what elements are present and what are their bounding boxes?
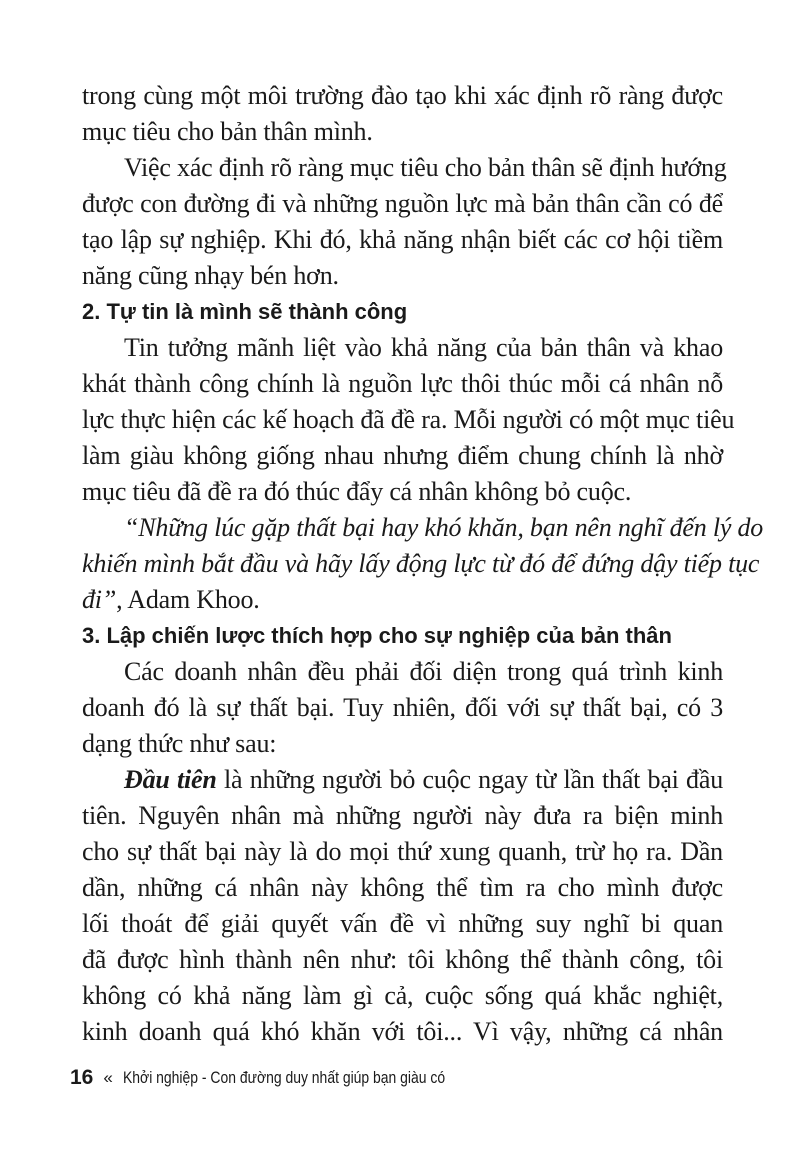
text-segment: đi” [82, 585, 117, 614]
section-heading [82, 618, 723, 654]
text-line [82, 870, 723, 906]
text-segment: , Adam Khoo. [116, 585, 260, 614]
text-line [82, 330, 723, 366]
text-segment: Đầu tiên [124, 765, 217, 794]
text-segment: doanh đó là sự thất bại. Tuy nhiên, đối với sự thất bại, có 3 [82, 693, 723, 722]
text-segment: Tin tưởng mãnh liệt vào khả năng của bản thân và khao [124, 333, 723, 362]
text-segment: trong cùng một môi trường đào tạo khi xác định rõ ràng được [82, 81, 723, 110]
text-segment: làm giàu không giống nhau nhưng điểm chung chính là nhờ [82, 441, 723, 470]
text-line [82, 186, 723, 222]
text-line [82, 258, 723, 294]
text-line [82, 438, 723, 474]
text-segment: kinh doanh quá khó khăn với tôi... Vì vậy, những cá nhân [82, 1017, 723, 1046]
text-segment: tiên. Nguyên nhân mà những người này đưa ra biện minh [82, 801, 723, 830]
text-line [82, 474, 723, 510]
text-line [82, 798, 723, 834]
text-segment: là những người bỏ cuộc ngay từ lần thất bại đầu [216, 765, 723, 794]
section-heading [82, 294, 723, 330]
text-line [82, 726, 723, 762]
text-line [82, 582, 723, 618]
text-line [82, 402, 735, 438]
text-segment: tạo lập sự nghiệp. Khi đó, khả năng nhận biết các cơ hội tiềm [82, 225, 723, 254]
text-segment: lực thực hiện các kế hoạch đã đề ra. Mỗi người có một mục tiêu [82, 405, 735, 434]
text-segment: dạng thức như sau: [82, 729, 277, 758]
text-segment: cho sự thất bại này là do mọi thứ xung quanh, trừ họ ra. Dần [82, 837, 723, 866]
text-line [82, 150, 727, 186]
text-segment: mục tiêu đã đề ra đó thúc đẩy cá nhân không bỏ cuộc. [82, 477, 632, 506]
text-segment: “Những lúc gặp thất bại hay khó khăn, bạn nên nghĩ đến lý do [124, 513, 764, 542]
text-line [82, 906, 723, 942]
text-line [82, 1014, 723, 1050]
page-body [82, 78, 764, 1050]
text-segment: không có khả năng làm gì cả, cuộc sống quá khắc nghiệt, [82, 981, 723, 1010]
text-line [82, 510, 764, 546]
text-segment: Việc xác định rõ ràng mục tiêu cho bản thân sẽ định hướng [124, 153, 727, 182]
double-chevron-left-icon: « [103, 1068, 113, 1087]
text-segment: 2. Tự tin là mình sẽ thành công [82, 299, 408, 324]
text-line [82, 834, 723, 870]
text-line [82, 762, 723, 798]
text-segment: mục tiêu cho bản thân mình. [82, 117, 373, 146]
text-line [82, 546, 760, 582]
text-segment: lối thoát để giải quyết vấn đề vì những suy nghĩ bi quan [82, 909, 723, 938]
text-segment: dần, những cá nhân này không thể tìm ra cho mình được [82, 873, 723, 902]
text-line [82, 690, 723, 726]
text-segment: đã được hình thành nên như: tôi không thể thành công, tôi [82, 945, 723, 974]
text-segment: năng cũng nhạy bén hơn. [82, 261, 339, 290]
text-segment: khát thành công chính là nguồn lực thôi thúc mỗi cá nhân nỗ [82, 369, 723, 398]
text-segment: được con đường đi và những nguồn lực mà bản thân cần có để [82, 189, 723, 218]
text-segment: 3. Lập chiến lược thích hợp cho sự nghiệp của bản thân [82, 623, 672, 648]
text-line [82, 942, 723, 978]
text-segment: khiến mình bắt đầu và hãy lấy động lực từ đó để đứng dậy tiếp tục [82, 549, 760, 578]
text-line [82, 222, 723, 258]
text-line [82, 978, 723, 1014]
book-title: Khởi nghiệp - Con đường duy nhất giúp bạn giàu có [122, 1068, 445, 1087]
text-line [82, 366, 723, 402]
page-number: 16 [70, 1066, 94, 1089]
text-line [82, 114, 723, 150]
text-segment: Các doanh nhân đều phải đối diện trong quá trình kinh [124, 657, 723, 686]
text-line [82, 78, 723, 114]
text-line [82, 654, 723, 690]
page-footer [70, 1066, 516, 1090]
